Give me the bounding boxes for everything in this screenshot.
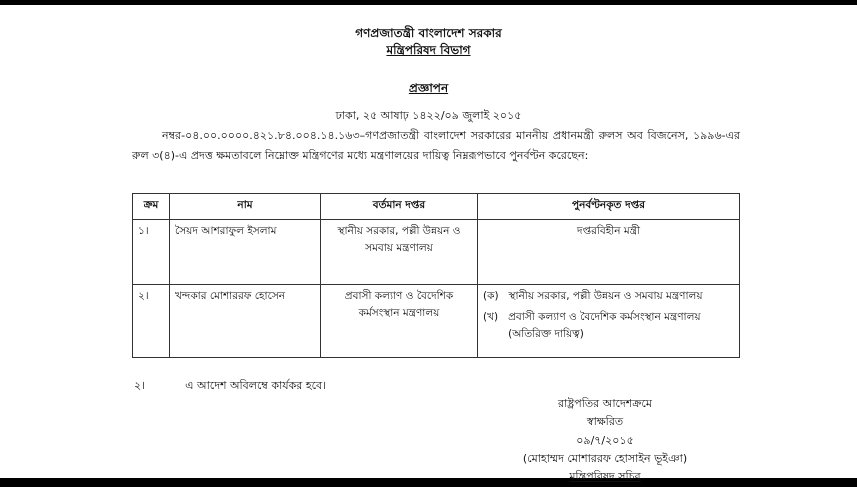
clause-text: এ আদেশ অবিলম্বে কার্যকর হবে। xyxy=(185,379,327,392)
item-mark: (খ) xyxy=(483,311,499,323)
serial-cell: ১। xyxy=(133,220,170,285)
table-header-row xyxy=(133,194,740,220)
government-heading: গণপ্রজাতন্ত্রী বাংলাদেশ সরকার xyxy=(355,26,502,40)
item-text: স্থানীয় সরকার, পল্লী উন্নয়ন ও সমবায় মন্ত্রণালয় xyxy=(508,290,703,302)
clause-2 xyxy=(134,377,366,396)
current-cell: স্থানীয় সরকার, পল্লী উন্নয়ন ও সমবায় মন্ত্রণালয় xyxy=(321,220,478,285)
name-cell: খন্দকার মোশাররফ হোসেন xyxy=(170,285,321,358)
document-page xyxy=(0,5,857,483)
reallocated-item xyxy=(483,289,734,306)
signatory-designation: মন্ত্রিপরিষদ সচিব xyxy=(569,470,641,483)
header-current: বর্তমান দপ্তর xyxy=(321,194,478,220)
serial-cell: ২। xyxy=(133,285,170,358)
notice-title-wrap xyxy=(0,80,857,100)
header-name: নাম xyxy=(170,194,321,220)
item-mark: (ক) xyxy=(483,290,499,302)
reallocated-cell: দপ্তরবিহীন মন্ত্রী xyxy=(478,220,740,285)
notice-paragraph: নম্বর-০৪.০০.০০০০.৪২১.৮৪.০০৪.১৪.১৬৩–গণপ্রজাতন্ত্রী বাংলাদেশ সরকারের মাননীয় প্রধানমন্ত্রী রুলস অব বিজনেস, ১৯৯৬-এর রুল ৩(৪)-এ প্রদত্ত ক্ষমতাবলে নিম্নোক্ত মন্ত্রিগণের মধ্যে মন্ত্রণালয়ের দায়িত্ব নিম্নরূপভাবে পুনর্বণ্টন করেছেন: xyxy=(132,129,740,162)
clause-number: ২। xyxy=(134,379,146,392)
division-heading: মন্ত্রিপরিষদ বিভাগ xyxy=(386,43,471,57)
current-cell: প্রবাসী কল্যাণ ও বৈদেশিক কর্মসংস্থান মন্ত্রণালয় xyxy=(321,285,478,358)
division-heading-wrap xyxy=(0,42,857,62)
signature-by-order: রাষ্ট্রপতির আদেশক্রমে xyxy=(558,397,652,410)
signatory-name: (মোহাম্মদ মোশাররফ হোসাইন ভূইঞা) xyxy=(522,452,688,465)
header-serial: ক্রম xyxy=(133,194,170,220)
notice-title: প্রজ্ঞাপন xyxy=(408,81,449,95)
name-cell: সৈয়দ আশরাফুল ইসলাম xyxy=(170,220,321,285)
table-row xyxy=(133,285,740,358)
signature-signed: স্বাক্ষরিত xyxy=(586,415,624,428)
notice-date: ঢাকা, ২৫ আষাঢ় ১৪২২/০৯ জুলাই ২০১৫ xyxy=(335,109,522,122)
table-row xyxy=(133,220,740,285)
reallocation-table xyxy=(132,193,740,358)
reallocated-item xyxy=(483,310,734,344)
signature-date: ০৯/৭/২০১৫ xyxy=(576,434,634,447)
header-reallocated: পুনর্বণ্টনকৃত দপ্তর xyxy=(478,194,740,220)
item-text: প্রবাসী কল্যাণ ও বৈদেশিক কর্মসংস্থান মন্ত্রণালয় (অতিরিক্ত দায়িত্ব) xyxy=(508,311,701,340)
reallocated-cell xyxy=(478,285,740,358)
